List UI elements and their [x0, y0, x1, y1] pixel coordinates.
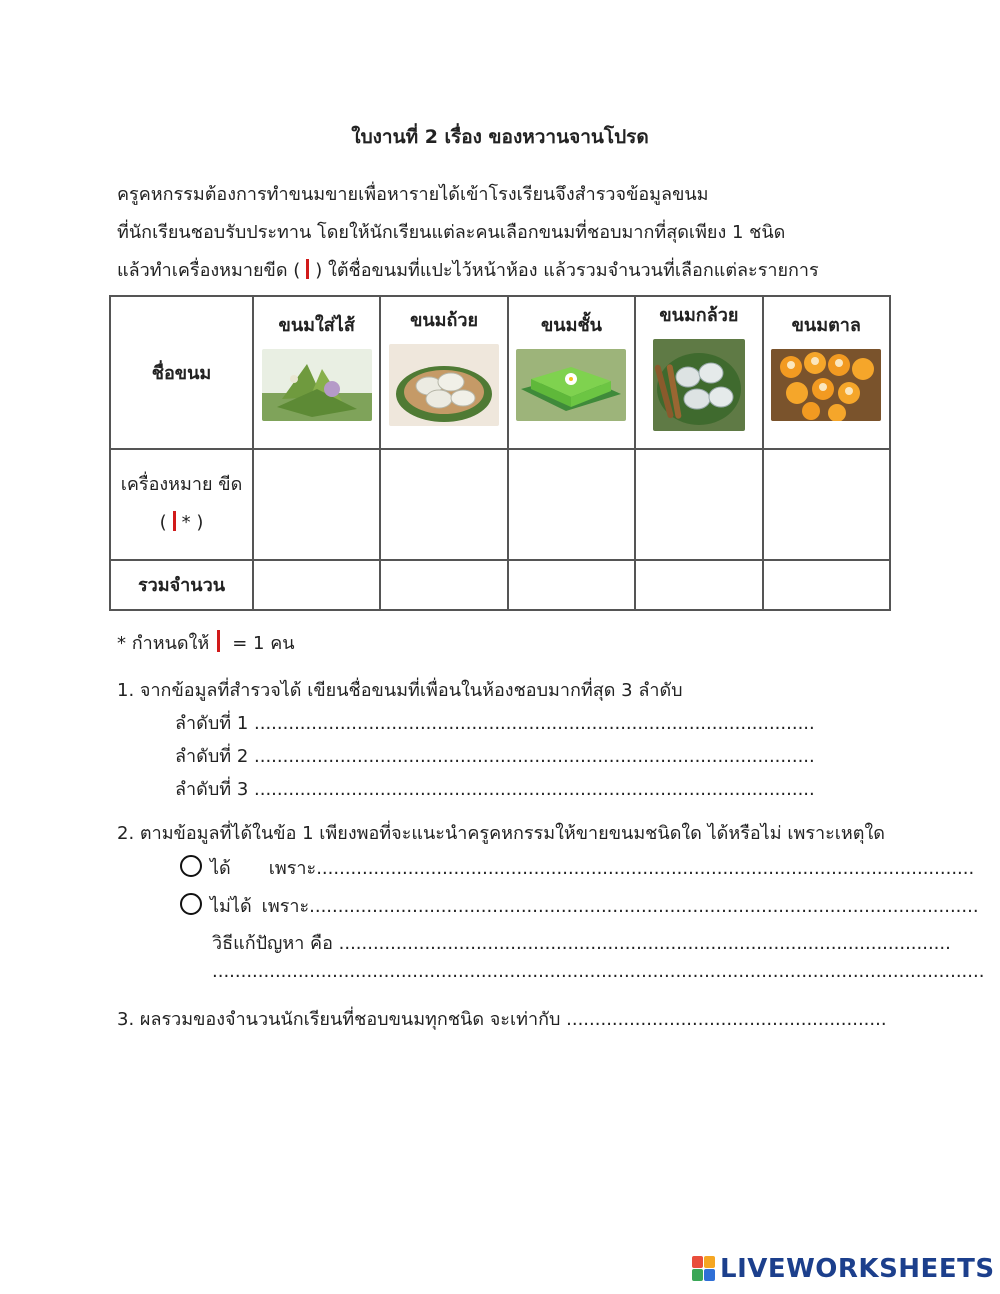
wrapped-leaf-dessert-photo [262, 349, 372, 421]
radio-no-icon[interactable] [180, 893, 202, 915]
palm-cake-dessert-photo [771, 349, 881, 421]
tally-input-cell[interactable] [763, 449, 890, 560]
coconut-cup-dessert-photo [389, 344, 499, 426]
intro-line-2: ที่นักเรียนชอบรับประทาน โดยให้นักเรียนแต่ละคนเลือกขนมที่ชอบมากที่สุดเพียง 1 ชนิด [117, 222, 786, 243]
because-no-line[interactable]: เพราะ..................................................................................................................... [261, 896, 979, 917]
snack-name: ขนมถ้วย [410, 309, 479, 331]
tally-row [110, 449, 890, 560]
snack-name: ขนมใส่ไส้ [278, 314, 355, 336]
tally-note [117, 628, 295, 657]
option-yes-row [180, 853, 974, 882]
tally-input-cell[interactable] [380, 449, 507, 560]
solution-line[interactable]: วิธีแก้ปัญหา คือ ........................................................................................................... [212, 933, 951, 954]
rank-1-answer-line[interactable]: ลำดับที่ 1 .................................................................................................. [175, 713, 815, 734]
intro-line-3-start: แล้วทำเครื่องหมายขีด ( [117, 260, 301, 281]
option-no-label: ไม่ได้ [210, 896, 252, 917]
because-yes-line[interactable]: เพราะ................................................................................................................... [268, 858, 975, 879]
tally-label-open: ( [159, 512, 167, 534]
liveworksheets-logo [692, 1252, 995, 1286]
rank-2-answer-line[interactable]: ลำดับที่ 2 .................................................................................................. [175, 746, 815, 767]
note-prefix: * กำหนดให้ [117, 633, 210, 654]
snack-name: ขนมกล้วย [659, 304, 739, 326]
note-suffix: = 1 คน [232, 633, 295, 654]
question-3[interactable]: 3. ผลรวมของจำนวนนักเรียนที่ชอบขนมทุกชนิด จะเท่ากับ ........................................................ [117, 1009, 887, 1030]
worksheet-title: ใบงานที่ 2 เรื่อง ของหวานจานโปรด [351, 126, 649, 148]
tally-input-cell[interactable] [508, 449, 635, 560]
logo-badge-icon [692, 1256, 716, 1282]
tally-input-cell[interactable] [635, 449, 762, 560]
question-1: 1. จากข้อมูลที่สำรวจได้ เขียนชื่อขนมที่เพื่อนในห้องชอบมากที่สุด 3 ลำดับ [117, 680, 683, 701]
total-row-label: รวมจำนวน [110, 560, 253, 610]
option-yes-label: ได้ [210, 858, 231, 879]
snack-name: ขนมชั้น [540, 314, 602, 336]
total-input-cell[interactable] [763, 560, 890, 610]
intro-line-1: ครูคหกรรมต้องการทำขนมขายเพื่อหารายได้เข้าโรงเรียนจึงสำรวจข้อมูลขนม [117, 184, 709, 205]
total-input-cell[interactable] [635, 560, 762, 610]
snack-cell [508, 296, 635, 449]
banana-dessert-photo [653, 339, 745, 431]
tally-mark-icon [217, 630, 220, 652]
total-input-cell[interactable] [380, 560, 507, 610]
radio-yes-icon[interactable] [180, 855, 202, 877]
tally-input-cell[interactable] [253, 449, 380, 560]
logo-text: LIVEWORKSHEETS [720, 1254, 995, 1284]
intro-paragraph [117, 176, 819, 290]
snack-name-header: ชื่อขนม [110, 296, 253, 449]
snack-name: ขนมตาล [791, 314, 861, 336]
rank-3-answer-line[interactable]: ลำดับที่ 3 .................................................................................................. [175, 779, 815, 800]
tally-mark-icon [306, 259, 309, 279]
tally-label-close: * ) [181, 512, 204, 534]
total-row [110, 560, 890, 610]
total-input-cell[interactable] [253, 560, 380, 610]
intro-line-3-end: ) ใต้ชื่อขนมที่แปะไว้หน้าห้อง แล้วรวมจำนวนที่เลือกแต่ละรายการ [315, 260, 819, 281]
tally-label-symbol [111, 504, 252, 542]
snack-cell [635, 296, 762, 449]
question-2: 2. ตามข้อมูลที่ได้ในข้อ 1 เพียงพอที่จะแนะนำครูคหกรรมให้ขายขนมชนิดใด ได้หรือไม่ เพราะเหตุใด [117, 823, 885, 844]
layered-green-dessert-photo [516, 349, 626, 421]
tally-label-text: เครื่องหมาย ขีด [120, 474, 243, 496]
intro-line-3 [117, 252, 819, 290]
snack-cell [380, 296, 507, 449]
total-input-cell[interactable] [508, 560, 635, 610]
tally-row-label [110, 449, 253, 560]
snack-cell [253, 296, 380, 449]
survey-table [109, 295, 891, 611]
solution-extra-line[interactable]: ....................................................................................................................................... [212, 961, 985, 982]
snack-header-row [110, 296, 890, 449]
snack-cell [763, 296, 890, 449]
tally-mark-icon [173, 511, 176, 531]
option-no-row [180, 891, 979, 920]
